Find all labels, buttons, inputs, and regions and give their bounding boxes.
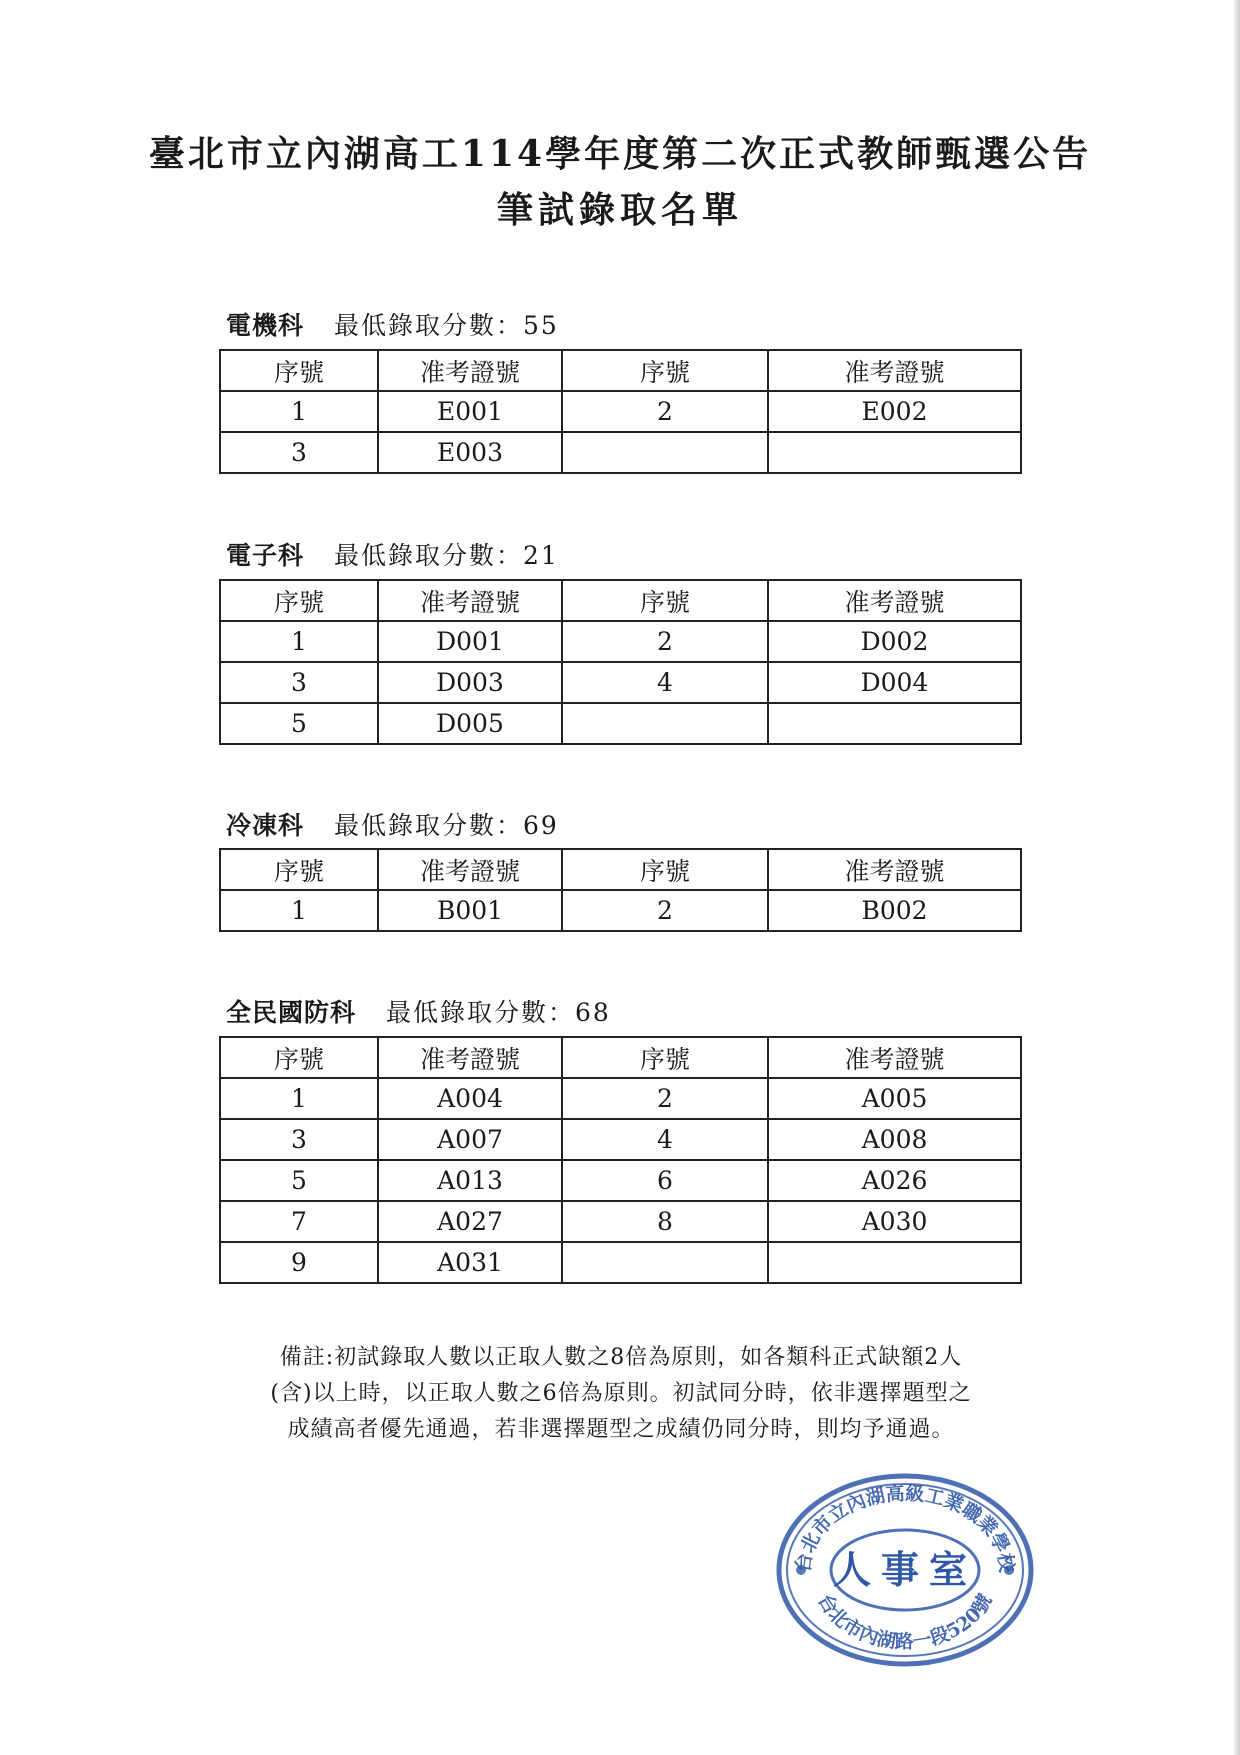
column-header: 准考證號 [768,849,1021,890]
column-header: 序號 [220,849,378,890]
column-header: 序號 [220,1037,378,1078]
table-row [220,391,1021,432]
table-cell [768,703,1021,744]
table-cell: 3 [220,1119,378,1160]
column-header: 序號 [562,350,768,391]
column-header: 准考證號 [378,1037,562,1078]
table-row [220,703,1021,744]
page-title: 臺北市立內湖高工114學年度第二次正式教師甄選公告 [148,133,1092,175]
table-cell: 9 [220,1242,378,1283]
column-header: 准考證號 [768,580,1021,621]
table-row [220,1201,1021,1242]
table-cell: 8 [562,1201,768,1242]
official-seal-stamp [775,1470,1035,1670]
roster-table-refrigeration [219,848,1022,932]
table-cell [562,703,768,744]
table-cell: 3 [220,432,378,473]
column-header: 准考證號 [378,580,562,621]
table-cell: D002 [768,621,1021,662]
column-header: 准考證號 [378,350,562,391]
roster-table-electrical [219,349,1022,474]
table-cell [768,1242,1021,1283]
remark-line: 備註:初試錄取人數以正取人數之8倍為原則，如各類科正式缺額2人 [279,1345,963,1370]
table-cell: 6 [562,1160,768,1201]
table-cell: D001 [378,621,562,662]
table-cell: E002 [768,391,1021,432]
table-cell: D005 [378,703,562,744]
table-row [220,1078,1021,1119]
table-header-row [220,350,1021,391]
table-cell: 2 [562,1078,768,1119]
table-cell: 1 [220,890,378,931]
section-heading-electrical [226,306,559,342]
table-row [220,1242,1021,1283]
section-heading-national-defense [226,993,611,1029]
table-cell: A031 [378,1242,562,1283]
table-cell: E001 [378,391,562,432]
table-cell: 2 [562,621,768,662]
section-heading-electronics [226,536,559,572]
table-cell [562,1242,768,1283]
table-cell: A030 [768,1201,1021,1242]
table-row [220,1119,1021,1160]
table-cell: B002 [768,890,1021,931]
table-cell: A004 [378,1078,562,1119]
column-header: 准考證號 [378,849,562,890]
seal-center-text: 人事室 [833,1547,978,1592]
min-score-label: 最低錄取分數：55 [334,311,559,340]
min-score-label: 最低錄取分數：68 [386,998,611,1027]
table-header-row [220,849,1021,890]
department-name: 電子科 [226,541,305,570]
table-cell: 7 [220,1201,378,1242]
table-cell: 1 [220,1078,378,1119]
department-name: 冷凍科 [226,811,305,840]
remark-note [216,1340,1026,1448]
remark-line: 成績高者優先通過，若非選擇題型之成績仍同分時，則均予通過。 [287,1417,955,1442]
table-cell: A026 [768,1160,1021,1201]
table-cell: A008 [768,1119,1021,1160]
column-header: 准考證號 [768,350,1021,391]
seal-bottom-text: 台北市內湖路一段520號 [813,1590,997,1654]
table-cell: 2 [562,890,768,931]
table-cell: 3 [220,662,378,703]
table-row [220,432,1021,473]
column-header: 序號 [220,580,378,621]
table-row [220,890,1021,931]
table-cell: D004 [768,662,1021,703]
roster-table-national-defense [219,1036,1022,1284]
table-cell: D003 [378,662,562,703]
min-score-label: 最低錄取分數：69 [334,811,559,840]
table-cell [562,432,768,473]
table-cell: A013 [378,1160,562,1201]
section-heading-refrigeration [226,806,559,842]
table-cell: 4 [562,662,768,703]
table-header-row [220,1037,1021,1078]
department-name: 全民國防科 [226,998,357,1027]
column-header: 序號 [562,849,768,890]
column-header: 序號 [562,1037,768,1078]
table-row [220,621,1021,662]
table-cell [768,432,1021,473]
table-cell: B001 [378,890,562,931]
table-row [220,1160,1021,1201]
seal-top-text: 台北市立內湖高級工業職業學校 [792,1482,1018,1574]
page-edge [1234,0,1240,1755]
column-header: 序號 [220,350,378,391]
table-cell: 1 [220,391,378,432]
table-cell: 1 [220,621,378,662]
table-cell: 5 [220,1160,378,1201]
department-name: 電機科 [226,311,305,340]
table-row [220,662,1021,703]
column-header: 序號 [562,580,768,621]
page-subtitle: 筆試錄取名單 [496,189,743,231]
min-score-label: 最低錄取分數：21 [334,541,559,570]
table-cell: 4 [562,1119,768,1160]
table-cell: A005 [768,1078,1021,1119]
table-header-row [220,580,1021,621]
table-cell: A007 [378,1119,562,1160]
table-cell: 2 [562,391,768,432]
table-cell: E003 [378,432,562,473]
column-header: 准考證號 [768,1037,1021,1078]
table-cell: A027 [378,1201,562,1242]
table-cell: 5 [220,703,378,744]
roster-table-electronics [219,579,1022,745]
remark-line: (含)以上時，以正取人數之6倍為原則。初試同分時，依非選擇題型之 [270,1381,972,1406]
